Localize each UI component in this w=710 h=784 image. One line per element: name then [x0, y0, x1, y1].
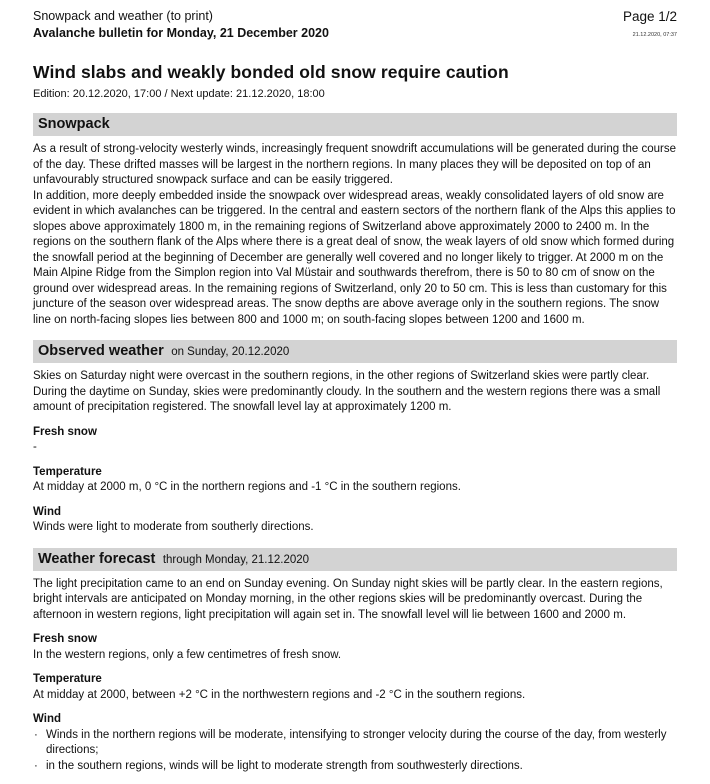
doc-title: Avalanche bulletin for Monday, 21 December 2020	[33, 26, 329, 40]
subsection-heading-temperature: Temperature	[33, 673, 102, 685]
section-snowpack	[33, 113, 677, 328]
paragraph: The light precipitation came to an end on Sunday evening. On Sunday night skies will be partly clear. In the eastern regions, bright intervals are anticipated on Monday morning, in the other regions skies will be predominantly overcast. During the afternoon in western regions, light precipitation will again set in. The snowfall level will lie between 1600 and 2000 m.	[33, 577, 663, 621]
subsection-text-fresh-snow: -	[33, 441, 37, 453]
page-number: Page 1/2	[622, 9, 677, 24]
subsection-text-fresh-snow: In the western regions, only a few centimetres of fresh snow.	[33, 648, 342, 661]
edition-line: Edition: 20.12.2020, 17:00 / Next update: 21.12.2020, 18:00	[33, 88, 325, 100]
subsection-heading-wind: Wind	[33, 505, 61, 518]
print-timestamp: 21.12.2020, 07:37	[632, 32, 677, 38]
subsection-text-wind: Winds were light to moderate from southerly directions.	[33, 521, 314, 533]
section-subtitle: on Sunday, 20.12.2020	[171, 346, 290, 358]
paragraph: Skies on Saturday night were overcast in the southern regions, in the other regions of Switzerland skies were partly clear. During the daytime on Sunday, skies were predominantly cloudy. In the southern and the western regions there was a small amount of precipitation registered. The snowfall level lay at approximately 1200 m.	[33, 370, 661, 413]
subsection-heading-temperature: Temperature	[33, 465, 102, 478]
wind-bullet-list	[33, 728, 677, 775]
section-subtitle: through Monday, 21.12.2020	[162, 553, 310, 566]
section-body-snowpack	[33, 142, 677, 328]
header-right	[623, 8, 677, 40]
paragraph: As a result of strong-velocity westerly winds, increasingly frequent snowdrift accumulations will be generated during the course of the day. These drifted masses will be largest in the northern regions. In many places they will be deposited on top of an unfavourably structured snowpack surface and can be easily triggered.	[33, 143, 677, 186]
section-body-observed-weather	[33, 369, 677, 536]
bullet-item: · in the southern regions, winds will be light to moderate strength from southwesterly directions.	[33, 759, 677, 775]
subsection-text-temperature: At midday at 2000, between +2 °C in the northwestern regions and -2 °C in the southern regions.	[33, 688, 526, 701]
bullet-item: · Winds in the northern regions will be moderate, intensifying to stronger velocity during the course of the day, from westerly directions;	[33, 728, 677, 759]
section-header-observed-weather	[33, 340, 677, 363]
bulletin-headline: Wind slabs and weakly bonded old snow require caution	[33, 62, 509, 82]
section-header-weather-forecast	[33, 548, 677, 571]
subsection-heading-wind: Wind	[33, 713, 61, 725]
page-header	[33, 8, 677, 42]
section-weather-forecast	[33, 548, 677, 775]
doc-type: Snowpack and weather (to print)	[33, 9, 213, 23]
section-title: Snowpack	[38, 116, 110, 132]
section-body-weather-forecast	[33, 577, 677, 775]
section-title: Observed weather	[38, 343, 164, 359]
header-left	[33, 8, 329, 42]
subsection-text-temperature: At midday at 2000 m, 0 °C in the northern regions and -1 °C in the southern regions.	[33, 481, 461, 493]
section-observed-weather	[33, 340, 677, 536]
paragraph: In addition, more deeply embedded inside the snowpack over widespread areas, weakly consolidated layers of old snow are evident in which avalanches can be triggered. In the central and eastern sectors of the northern flank of the Alps this applies to slopes above approximately 1800 m, in the remaining regions of Switzerland above approximately 2000 to 2400 m. In the regions on the southern flank of the Alps where there is a great deal of snow, the weak layers of old snow which formed during the snowfall period at the beginning of December are generally well covered and no longer likely to trigger. At 2000 m on the Main Alpine Ridge from the Simplon region into Val Müstair and southwards therefrom, there is 50 to 80 cm of snow on the ground over widespread areas. In the remaining regions of Switzerland, only 20 to 50 cm. This is less than customary for this juncture of the season over widespread areas. The snow depths are above average only in the southern regions. The snow line on north-facing slopes lies between 800 and 1000 m; on south-facing slopes between 1200 and 1600 m.	[33, 189, 676, 326]
subsection-heading-fresh-snow: Fresh snow	[33, 633, 97, 645]
section-header-snowpack	[33, 113, 677, 136]
section-title: Weather forecast	[38, 550, 156, 567]
subsection-heading-fresh-snow: Fresh snow	[33, 425, 97, 438]
